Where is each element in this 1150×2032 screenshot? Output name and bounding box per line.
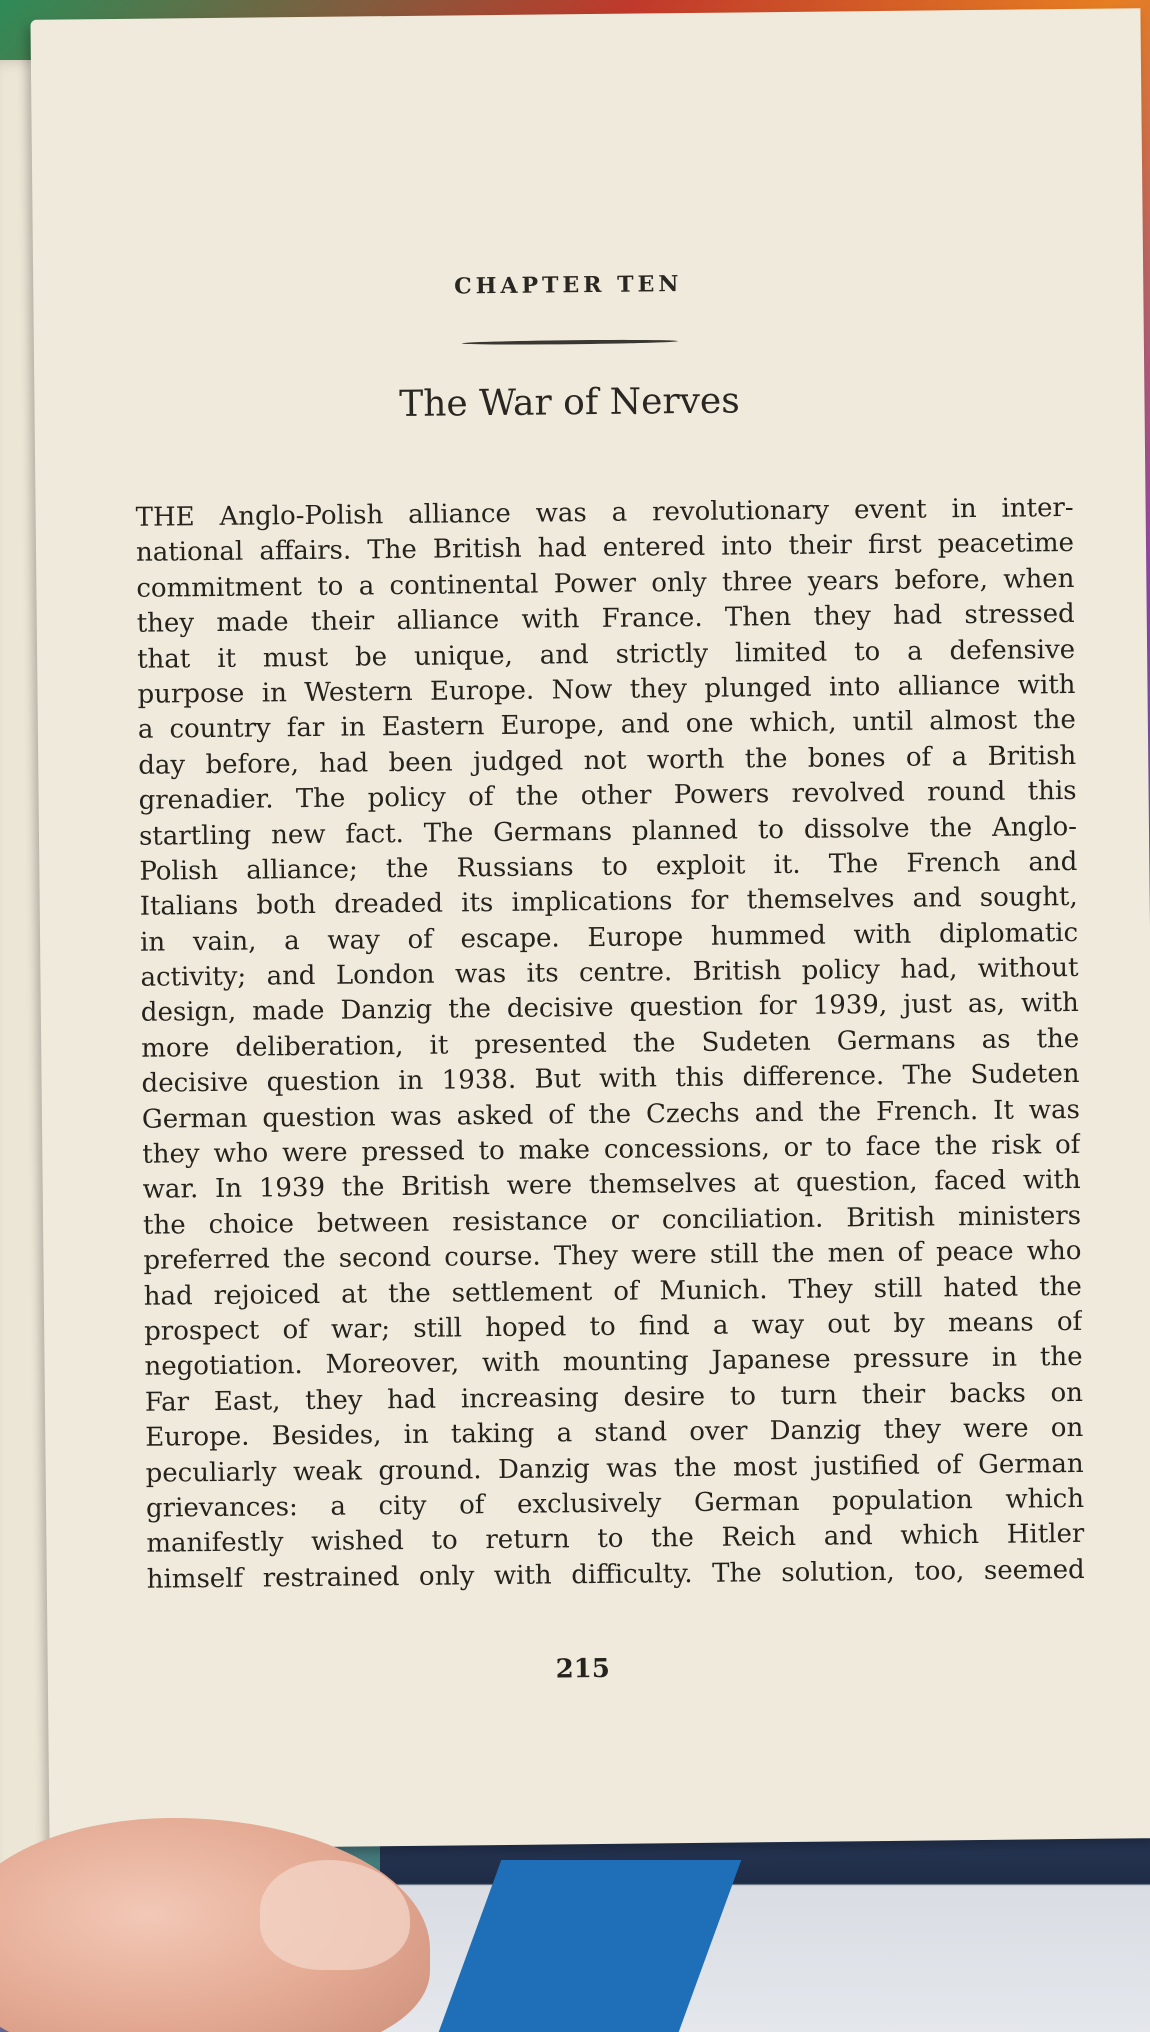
- text-line: prospect of war; still hoped to find a way out by means of: [144, 1306, 1083, 1347]
- text-line: activity; and London was its centre. British policy had, without: [140, 953, 1079, 993]
- chapter-rule: [462, 339, 678, 345]
- text-line: startling new fact. The Germans planned to dissolve the Anglo-: [138, 811, 1078, 852]
- text-line: himself restrained only with difficulty. The solution, too, seemed: [146, 1554, 1085, 1595]
- text-line: German question was asked of the Czechs and the French. It was: [141, 1094, 1081, 1135]
- book-page: [30, 8, 1150, 1850]
- text-line: negotiation. Moreover, with mounting Japanese pressure in the: [144, 1342, 1083, 1383]
- text-line: commitment to a continental Power only three years before, when: [136, 563, 1075, 604]
- text-line: day before, had been judged not worth the bones of a British: [138, 740, 1077, 781]
- text-line: Italians both dreaded its implications for themselves and sought,: [139, 882, 1078, 923]
- text-line: that it must be unique, and strictly limited to a defensive: [136, 634, 1076, 675]
- text-line: they made their alliance with France. Then they had stressed: [136, 599, 1075, 639]
- text-line: manifestly wished to return to the Reich and which Hitler: [146, 1519, 1085, 1560]
- text-line: more deliberation, it presented the Sudeten Germans as the: [141, 1023, 1080, 1064]
- text-line: the choice between resistance or conciliation. British ministers: [142, 1200, 1082, 1241]
- text-line: Polish alliance; the Russians to exploit it. The French and: [139, 846, 1078, 887]
- text-line: Far East, they had increasing desire to turn their backs on: [144, 1377, 1084, 1418]
- text-line: decisive question in 1938. But with this difference. The Sudeten: [141, 1059, 1080, 1100]
- text-line: Europe. Besides, in taking a stand over Danzig they were on: [145, 1413, 1084, 1453]
- text-line: they who were pressed to make concessions, or to face the risk of: [142, 1129, 1081, 1170]
- text-line: preferred the second course. They were still the men of peace who: [143, 1236, 1082, 1276]
- chapter-title: The War of Nerves: [399, 380, 740, 426]
- text-line: grenadier. The policy of the other Powers revolved round this: [138, 776, 1077, 816]
- text-line: peculiarly weak ground. Danzig was the most justified of German: [145, 1448, 1084, 1489]
- text-line: purpose in Western Europe. Now they plunged into alliance with: [137, 669, 1076, 710]
- page-number: 215: [555, 1653, 611, 1685]
- text-line: THE Anglo-Polish alliance was a revolutionary event in inter-: [135, 492, 1074, 533]
- text-line: a country far in Eastern Europe, and one which, until almost the: [137, 705, 1076, 746]
- text-line: war. In 1939 the British were themselves at question, faced with: [142, 1165, 1081, 1206]
- text-line: grievances: a city of exclusively German population which: [145, 1483, 1085, 1524]
- chapter-label: CHAPTER TEN: [454, 271, 683, 300]
- text-line: in vain, a way of escape. Europe hummed with diplomatic: [139, 917, 1079, 958]
- text-line: national affairs. The British had entered into their first peacetime: [135, 528, 1075, 569]
- text-line: had rejoiced at the settlement of Munich. They still hated the: [143, 1271, 1082, 1312]
- body-text: [135, 491, 1084, 1598]
- text-line: design, made Danzig the decisive question for 1939, just as, with: [140, 988, 1079, 1029]
